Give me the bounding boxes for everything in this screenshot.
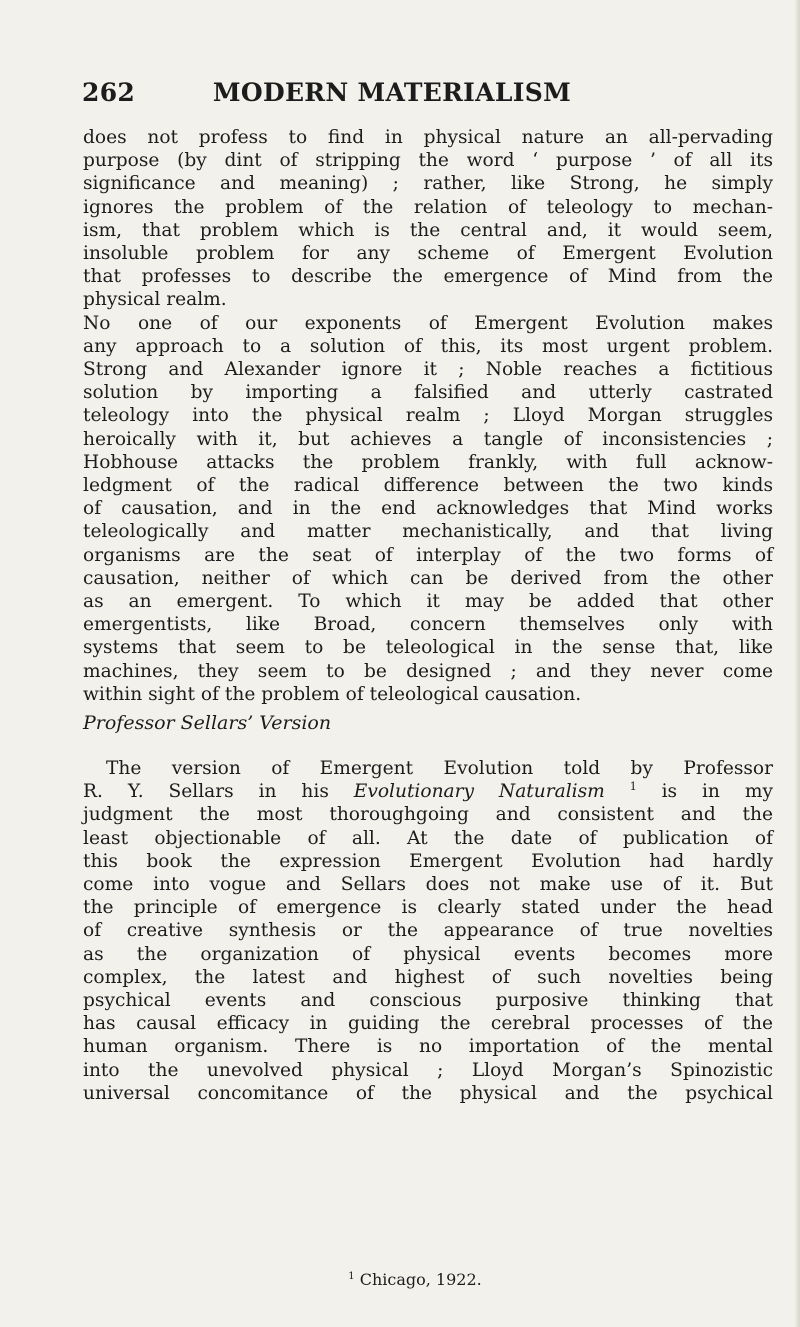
paragraph-2 [83,312,773,706]
footnote [0,1270,800,1289]
text-line: psychical events and conscious purposive thinking that [83,990,773,1012]
text-line: teleologically and matter mechanistically, and that living [83,521,773,543]
text-line: systems that seem to be teleological in the sense that, like [83,637,773,659]
page-edge-shadow [794,0,800,1327]
text-line: emergentists, like Broad, concern themselves only with [83,614,773,636]
text-line: physical realm. [83,289,227,311]
text-line: of causation, and in the end acknowledges that Mind works [83,498,773,520]
text-line: of creative synthesis or the appearance of true novelties [83,920,773,942]
text-segment: R. Y. Sellars in his [83,781,329,803]
text-line: heroically with it, but achieves a tangle of inconsistencies ; [83,428,773,450]
paragraph-1 [83,126,773,312]
text-line: causation, neither of which can be derived from the other [83,567,773,589]
text-line: least objectionable of all. At the date of publication of [83,827,773,849]
footnote-text: Chicago, 1922. [359,1270,482,1289]
text-line: as the organization of physical events becomes more [83,943,773,965]
book-title: Evolutionary Naturalism [353,781,605,803]
text-line: has causal efficacy in guiding the cerebral processes of the [83,1013,773,1035]
text-line: as an emergent. To which it may be added that other [83,591,773,613]
text-line: organisms are the seat of interplay of the two forms of [83,544,773,566]
text-line: that professes to describe the emergence of Mind from the [83,266,773,288]
text-line: come into vogue and Sellars does not make use of it. But [83,874,773,896]
text-line: human organism. There is no importation of the mental [83,1036,773,1058]
footnote-reference: 1 [629,780,637,794]
text-line: Hobhouse attacks the problem frankly, with full acknow- [83,451,773,473]
page-number: 262 [82,78,136,107]
text-segment: is in my [661,781,773,803]
text-line: the principle of emergence is clearly stated under the head [83,897,773,919]
text-line: purpose (by dint of stripping the word ‘ purpose ’ of all its [83,150,773,172]
text-line: Strong and Alexander ignore it ; Noble reaches a fictitious [83,359,773,380]
text-line: ism, that problem which is the central and, it would seem, [83,219,773,241]
text-line: does not profess to find in physical nature an all-pervading [83,127,773,148]
paragraph-3 [83,757,773,1105]
text-line: ignores the problem of the relation of teleology to mechan- [83,196,773,218]
text-line: teleology into the physical realm ; Lloyd Morgan struggles [83,405,773,427]
text-line: judgment the most thoroughgoing and consistent and the [83,804,773,826]
text-line: ledgment of the radical difference between the two kinds [83,475,773,497]
text-line: this book the expression Emergent Evolution had hardly [83,850,773,872]
running-title: MODERN MATERIALISM [212,78,572,107]
text-line: machines, they seem to be designed ; and they never come [83,660,773,682]
text-line: No one of our exponents of Emergent Evolution makes [83,312,773,334]
text-line: solution by importing a falsified and utterly castrated [83,382,773,404]
text-line: complex, the latest and highest of such novelties being [83,966,773,988]
text-line: significance and meaning) ; rather, like Strong, he simply [83,173,773,195]
text-line: universal concomitance of the physical and the psychical [83,1082,773,1104]
section-heading: Professor Sellars’ Version [83,712,332,734]
text-line-with-citation [83,780,773,803]
text-line: insoluble problem for any scheme of Emergent Evolution [83,243,773,265]
text-line: The version of Emergent Evolution told by Professor [106,758,773,779]
running-head [82,78,762,110]
text-line: any approach to a solution of this, its most urgent problem. [83,335,773,357]
text-line: into the unevolved physical ; Lloyd Morgan’s Spinozistic [83,1059,773,1081]
text-line: within sight of the problem of teleological causation. [83,683,582,705]
footnote-marker: 1 [348,1271,355,1282]
